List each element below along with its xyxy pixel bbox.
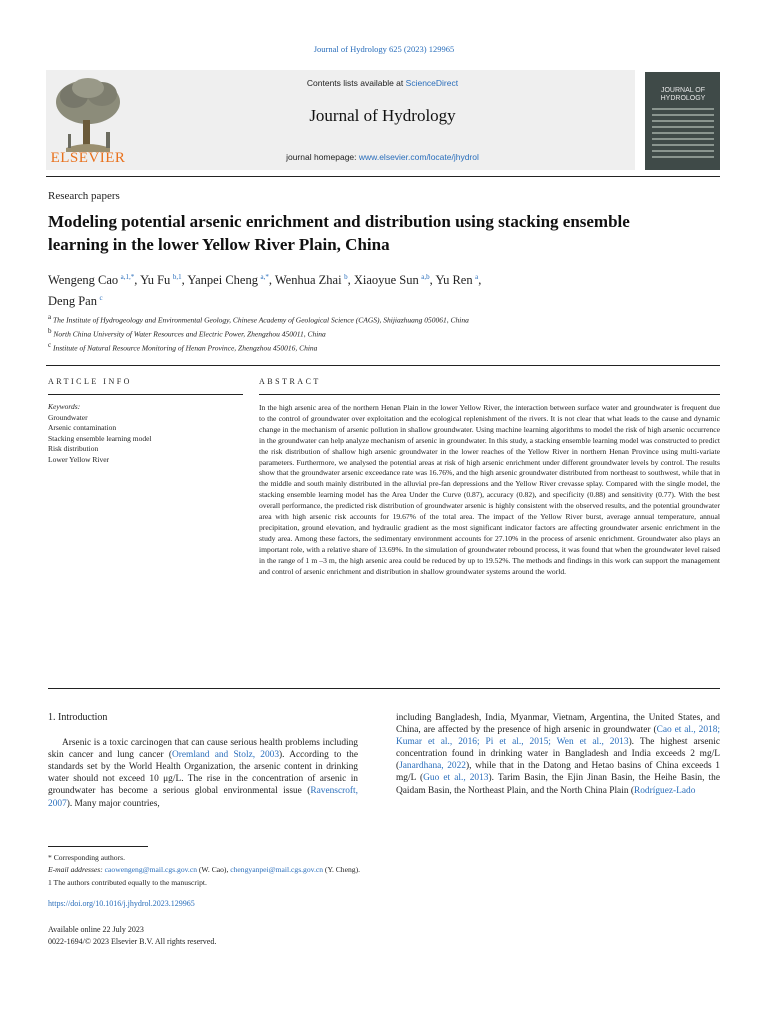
- body-paragraph: Arsenic is a toxic carcinogen that can cause serious health problems including skin cancer and lung cancer (Oremland and Stolz, 2003). According to the standards set by the World Health Organization, the arsenic content in drinking water should not exceed 10 μg/L. The rise in the concentration of arsenic in groundwater has become a serious global environmental issue (Ravenscroft, 2007). Many major countries,: [48, 738, 358, 809]
- journal-homepage: [130, 152, 635, 162]
- cover-contents-lines: [652, 108, 714, 162]
- affiliation-item: $^c$ Institute of Natural Resource Monitoring of Henan Province, Zhengzhou 450016, China: [48, 341, 318, 353]
- body-column-left: [48, 712, 358, 810]
- author-list: Wengeng Cao $^{a,1,*}$, Yu Fu $^{b,1}$, Yanpei Cheng $^{a,*}$, Wenhua Zhai $^b$, Xiaoyue Sun $^{a,b}$, Yu Ren $^a$, Deng Pan $^c$: [48, 273, 482, 309]
- article-info-rule: [48, 394, 243, 395]
- keyword-item: Stacking ensemble learning model: [48, 433, 152, 443]
- affiliation-item: $^b$ North China University of Water Resources and Electric Power, Zhengzhou 450011, China: [48, 327, 326, 339]
- affiliations: [48, 312, 708, 354]
- author-sup[interactable]: c: [99, 294, 103, 303]
- abstract-rule: [259, 394, 720, 395]
- author-name[interactable]: Yu Fu: [140, 273, 171, 288]
- keywords-block: [48, 402, 152, 465]
- author-sup[interactable]: a,*: [260, 273, 269, 281]
- keyword-item: Arsenic contamination: [48, 423, 117, 432]
- citation-link[interactable]: Ravenscroft, 2007: [48, 786, 358, 809]
- article-title: Modeling potential arsenic enrichment and distribution using stacking ensemble learning in the lower Yellow River Plain, China: [48, 212, 630, 254]
- body-paragraph: including Bangladesh, India, Myanmar, Vietnam, Argentina, the United States, and China, are affected by the presence of high arsenic in groundwater (Cao et al., 2018; Kumar et al., 2016; Pi et al., 2015; Wen et al., 2013). The highest arsenic concentration found in drinking water in Bangladesh and India exceeds 2 mg/L (Janardhana, 2022), while that in the Datong and Hetao basins of China exceeds 1 mg/L (Guo et al., 2013). Tarim Basin, the Ejin Jinan Basin, the Heihe Basin, the Qaidam Basin, the Northeast Plain, and the North China Plain (Rodríguez-Lado: [396, 713, 721, 796]
- sciencedirect-link[interactable]: ScienceDirect: [405, 78, 459, 88]
- footnote-rule: [48, 846, 148, 847]
- keyword-item: Lower Yellow River: [48, 454, 110, 464]
- citation-link[interactable]: Rodríguez-Lado: [633, 785, 696, 796]
- author-name[interactable]: Wenhua Zhai: [274, 273, 342, 288]
- author-sup[interactable]: b: [344, 273, 348, 281]
- citation-link[interactable]: Cao et al., 2018; Kumar et al., 2016; Pi et al., 2015; Wen et al., 2013: [396, 725, 720, 748]
- body-column-right: [396, 712, 720, 797]
- available-online: Available online 22 July 2023: [48, 925, 144, 934]
- abstract-bottom-rule: [48, 688, 720, 689]
- email-link[interactable]: caowengeng@mail.cgs.gov.cn: [104, 865, 197, 874]
- publication-info: [48, 924, 216, 947]
- footnote-equal-contribution: 1 The authors contributed equally to the manuscript.: [48, 878, 207, 887]
- email-label: E-mail addresses:: [48, 865, 103, 874]
- citation-link[interactable]: Janardhana, 2022: [399, 761, 466, 772]
- journal-title: Journal of Hydrology: [309, 106, 456, 125]
- citation-link[interactable]: Oremland and Stolz, 2003: [171, 750, 280, 761]
- homepage-link[interactable]: www.elsevier.com/locate/jhydrol: [358, 152, 479, 162]
- homepage-label: journal homepage:: [286, 152, 357, 162]
- author-sup[interactable]: b,1: [172, 273, 182, 281]
- abstract-heading: ABSTRACT: [259, 377, 321, 386]
- cover-title: JOURNAL OF HYDROLOGY: [660, 87, 706, 102]
- footnote-corresponding: * Corresponding authors.: [48, 853, 125, 862]
- footnote-emails: E-mail addresses: caowengeng@mail.cgs.gov.cn (W. Cao), chengyanpei@mail.cgs.gov.cn (Y. Cheng).: [48, 865, 360, 874]
- citation-link[interactable]: Guo et al., 2013: [423, 773, 489, 784]
- keyword-item: Risk distribution: [48, 444, 99, 453]
- keywords-label: Keywords:: [48, 402, 81, 411]
- keyword-item: Groundwater: [48, 412, 88, 422]
- affiliation-rule: [46, 365, 720, 366]
- author-name[interactable]: Yanpei Cheng: [187, 273, 258, 288]
- affiliation-item: $^a$ The Institute of Hydrogeology and Environmental Geology, Chinese Academy of Geological Science (CAGS), Shijiazhuang 050061, China: [48, 313, 469, 325]
- header-rule: [46, 176, 720, 177]
- copyright: 0022-1694/© 2023 Elsevier B.V. All rights reserved.: [48, 936, 217, 946]
- author-name[interactable]: Deng Pan: [48, 294, 97, 309]
- email-link[interactable]: chengyanpei@mail.cgs.gov.cn: [230, 865, 324, 874]
- author-name[interactable]: Yu Ren: [435, 273, 473, 288]
- article-section: Research papers: [48, 190, 120, 202]
- author-name[interactable]: Wengeng Cao: [48, 273, 119, 288]
- abstract-text: In the high arsenic area of the northern Henan Plain in the lower Yellow River, the interaction between surface water and groundwater is frequent due to the control of groundwater over exploitation and the ecological replenishment of the rivers. It is not clear that what leads to the cause and dynamic change in the mechanism of arsenic pollution in shallow groundwater. Using machine learning algorithms to model the risk of high arsenic occurrence in the groundwater can help analyze mechanism of arsenic in groundwater. In this study, a stacking ensemble learning model was constructed to predict the risk distribution of shallow high arsenic groundwater in the lower reaches of the Yellow River in northern Henan Province using multi-variate parameters. Furthermore, we analysed the potential areas at risk of high arsenic enrichment under different groundwater levels by control. The results show that the groundwater arsenic exceedance rate was 16.76%, and the high arsenic groundwater distributed from northeast to southwest, while that in the middle and south mainly distributed in the alluvial pre-fan depressions and the Yellow River crevasse splay. Compared with the single model, the stacking ensemble learning model has the Area Under the Curve (0.87), accuracy (0.82), and specificity (0.88) and sensitivity (0.77). With the best overall performance, the predicted risk distribution of groundwater arsenic is highly consistent with the observed results, and the potential groundwater area with high arsenic risk accounts for 19.67% of the total area. The impact of the Yellow River burst, average annual temperature, annual precipitation, ground elevation, and hydraulic gradient as the most significant indicator factors are affecting groundwater arsenic enrichment in the study area. Among these factors, the sedimentary environment accounts for 27.10% in the process of arsenic enrichment. Groundwater also plays an important role, with a relative share of 13.69%. In the simulation of groundwater rebound process, it was found that when the groundwater level raised in the range of 1 m –3 m, the high arsenic area could be reduced by up to 19.52%. The methods and findings in this work can support the management and control of arsenic enrichment and distribution in shallow groundwater systems around the world.: [259, 403, 720, 576]
- contents-prefix: Contents lists available at: [306, 78, 404, 88]
- author-sup[interactable]: a: [475, 273, 479, 281]
- author-name[interactable]: Xiaoyue Sun: [353, 273, 419, 288]
- article-info-heading: ARTICLE INFO: [48, 377, 132, 386]
- doi-link[interactable]: https://doi.org/10.1016/j.jhydrol.2023.129965: [48, 899, 195, 908]
- elsevier-wordmark: ELSEVIER: [50, 150, 126, 166]
- journal-reference[interactable]: Journal of Hydrology 625 (2023) 129965: [313, 44, 455, 54]
- section-heading: 1. Introduction: [48, 712, 108, 723]
- contents-line: [130, 78, 635, 88]
- author-sup[interactable]: a,1,*: [120, 273, 135, 281]
- author-sup[interactable]: a,b: [421, 273, 430, 281]
